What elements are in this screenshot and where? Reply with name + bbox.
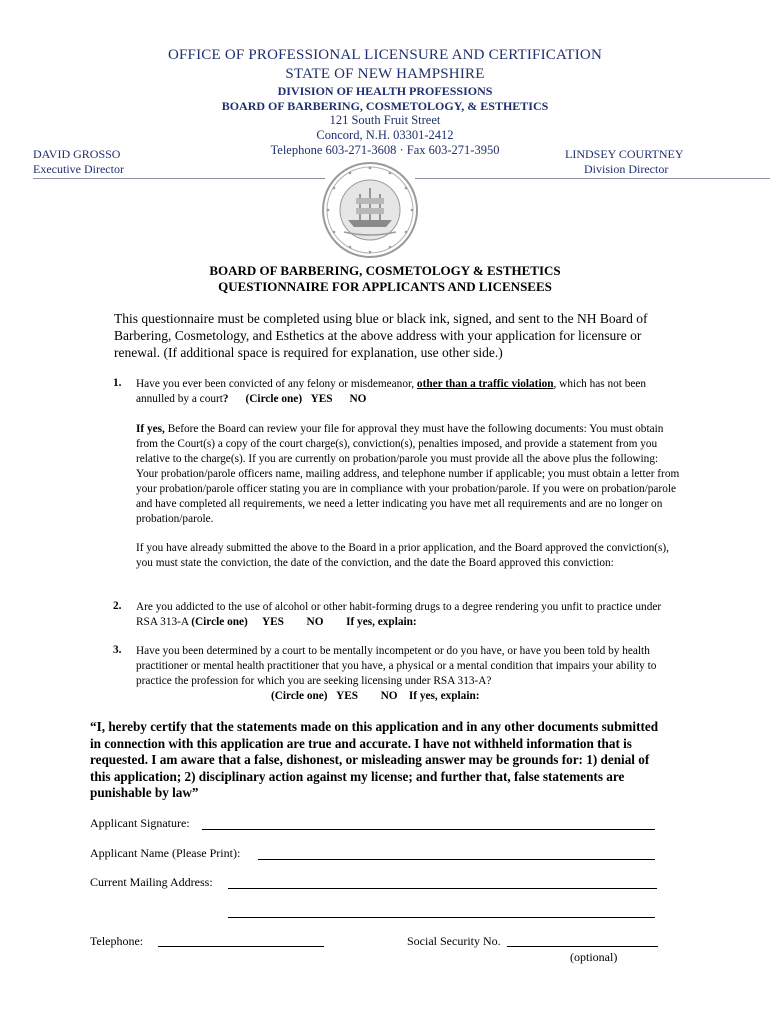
- office-title: OFFICE OF PROFESSIONAL LICENSURE AND CERTIFICATION: [167, 47, 602, 63]
- question-2-explain: If yes, explain:: [346, 616, 417, 628]
- division-title: DIVISION OF HEALTH PROFESSIONS: [277, 84, 493, 98]
- executive-director-name: DAVID GROSSO: [33, 147, 121, 161]
- name-label: Applicant Name (Please Print):: [90, 846, 241, 860]
- question-1-number: 1.: [113, 377, 122, 389]
- question-1-yes: YES: [310, 393, 333, 405]
- ssn-optional-note: (optional): [570, 950, 618, 964]
- question-2-yes: YES: [261, 616, 284, 628]
- phone-fax: Telephone 603-271-3608 · Fax 603-271-3950: [270, 143, 500, 157]
- question-3-yes: YES: [336, 690, 359, 702]
- ssn-label: Social Security No.: [407, 934, 501, 948]
- state-title: STATE OF NEW HAMPSHIRE: [285, 66, 485, 82]
- name-line[interactable]: [258, 859, 655, 860]
- question-2-no: NO: [306, 616, 324, 628]
- address-label: Current Mailing Address:: [90, 875, 213, 889]
- address-line-2[interactable]: [228, 917, 655, 918]
- signature-label: Applicant Signature:: [90, 816, 190, 830]
- address-line-1[interactable]: [228, 888, 657, 889]
- board-title: BOARD OF BARBERING, COSMETOLOGY, & ESTHETICS: [221, 99, 549, 113]
- telephone-line[interactable]: [158, 946, 324, 947]
- question-3-answer-line: [271, 689, 480, 704]
- intro-paragraph: This questionnaire must be completed using blue or black ink, signed, and sent to the NH Board of Barbering, Cosmetology, and Esthetics at the above address with your application for licensure or renewal. (If additional space is required for explanation, use other side.): [114, 311, 648, 360]
- executive-director-title: Executive Director: [33, 162, 124, 176]
- division-director-name: LINDSEY COURTNEY: [565, 147, 684, 161]
- header-rule-right: [415, 178, 770, 179]
- question-1-no: NO: [349, 393, 367, 405]
- question-1-prior-application: If you have already submitted the above to the Board in a prior application, and the Board approved the conviction(s), you must state the conviction, the date of the conviction, and the date the Board approved this conviction:: [136, 542, 669, 569]
- question-3-explain: If yes, explain:: [408, 690, 480, 702]
- question-3-circle: (Circle one): [271, 690, 328, 702]
- state-seal-icon: [320, 160, 420, 260]
- telephone-label: Telephone:: [90, 934, 144, 948]
- form-title-line1: BOARD OF BARBERING, COSMETOLOGY & ESTHETICS: [209, 263, 561, 278]
- question-1-circle: (Circle one): [245, 393, 303, 405]
- question-2-text: Are you addicted to the use of alcohol or other habit-forming drugs to a degree rendering you unfit to practice under RSA 313-A (Circle one) YES NO If yes, explain:: [136, 601, 662, 628]
- question-3-text: Have you been determined by a court to be mentally incompetent or do you have, or have you been told by health practitioner or mental health practitioner that you have, a physical or a mental condition that impairs your ability to practice the profession for which you are seeking licensing under RSA 313-A?: [136, 645, 657, 687]
- question-1-if-yes: If yes, Before the Board can review your file for approval they must have the following documents: You must obtain from the Court(s) a copy of the court charge(s), conviction(s), penalties imposed, and provide a statement from you relative to the charge(s). If you are currently on probation/parole you must provide all the above plus the following: Your probation/parole officers name, mailing address, and telephone number if applicable; you must obtain a letter from your probation/parole officer stating you are in compliance with your probation/parole. If you were on probation/parole and have completed all requirements, we need a letter indicating you have met all requirements and are no longer on probation/parole.: [136, 423, 680, 525]
- question-1-text: Have you ever been convicted of any felony or misdemeanor, other than a traffic violation, which has not been annulled by a court? (Circle one) YES NO: [136, 378, 647, 405]
- question-3-number: 3.: [113, 644, 122, 656]
- division-director-title: Division Director: [584, 162, 669, 176]
- signature-line[interactable]: [202, 829, 655, 830]
- question-2-number: 2.: [113, 600, 122, 612]
- ssn-line[interactable]: [507, 946, 658, 947]
- certification-statement: “I, hereby certify that the statements made on this application and in any other documents submitted in connection with this application are true and accurate. I have not withheld information that is requested. I am aware that a false, dishonest, or misleading answer may be grounds for: 1) denial of this application; 2) disciplinary action against my license; and further that, false statements are punishable by law”: [90, 719, 659, 800]
- question-3-no: NO: [380, 690, 398, 702]
- question-2-circle: (Circle one): [191, 616, 248, 628]
- form-title-line2: QUESTIONNAIRE FOR APPLICANTS AND LICENSEES: [218, 279, 552, 294]
- header-rule-left: [33, 178, 325, 179]
- city-address: Concord, N.H. 03301-2412: [316, 128, 454, 142]
- street-address: 121 South Fruit Street: [329, 113, 441, 127]
